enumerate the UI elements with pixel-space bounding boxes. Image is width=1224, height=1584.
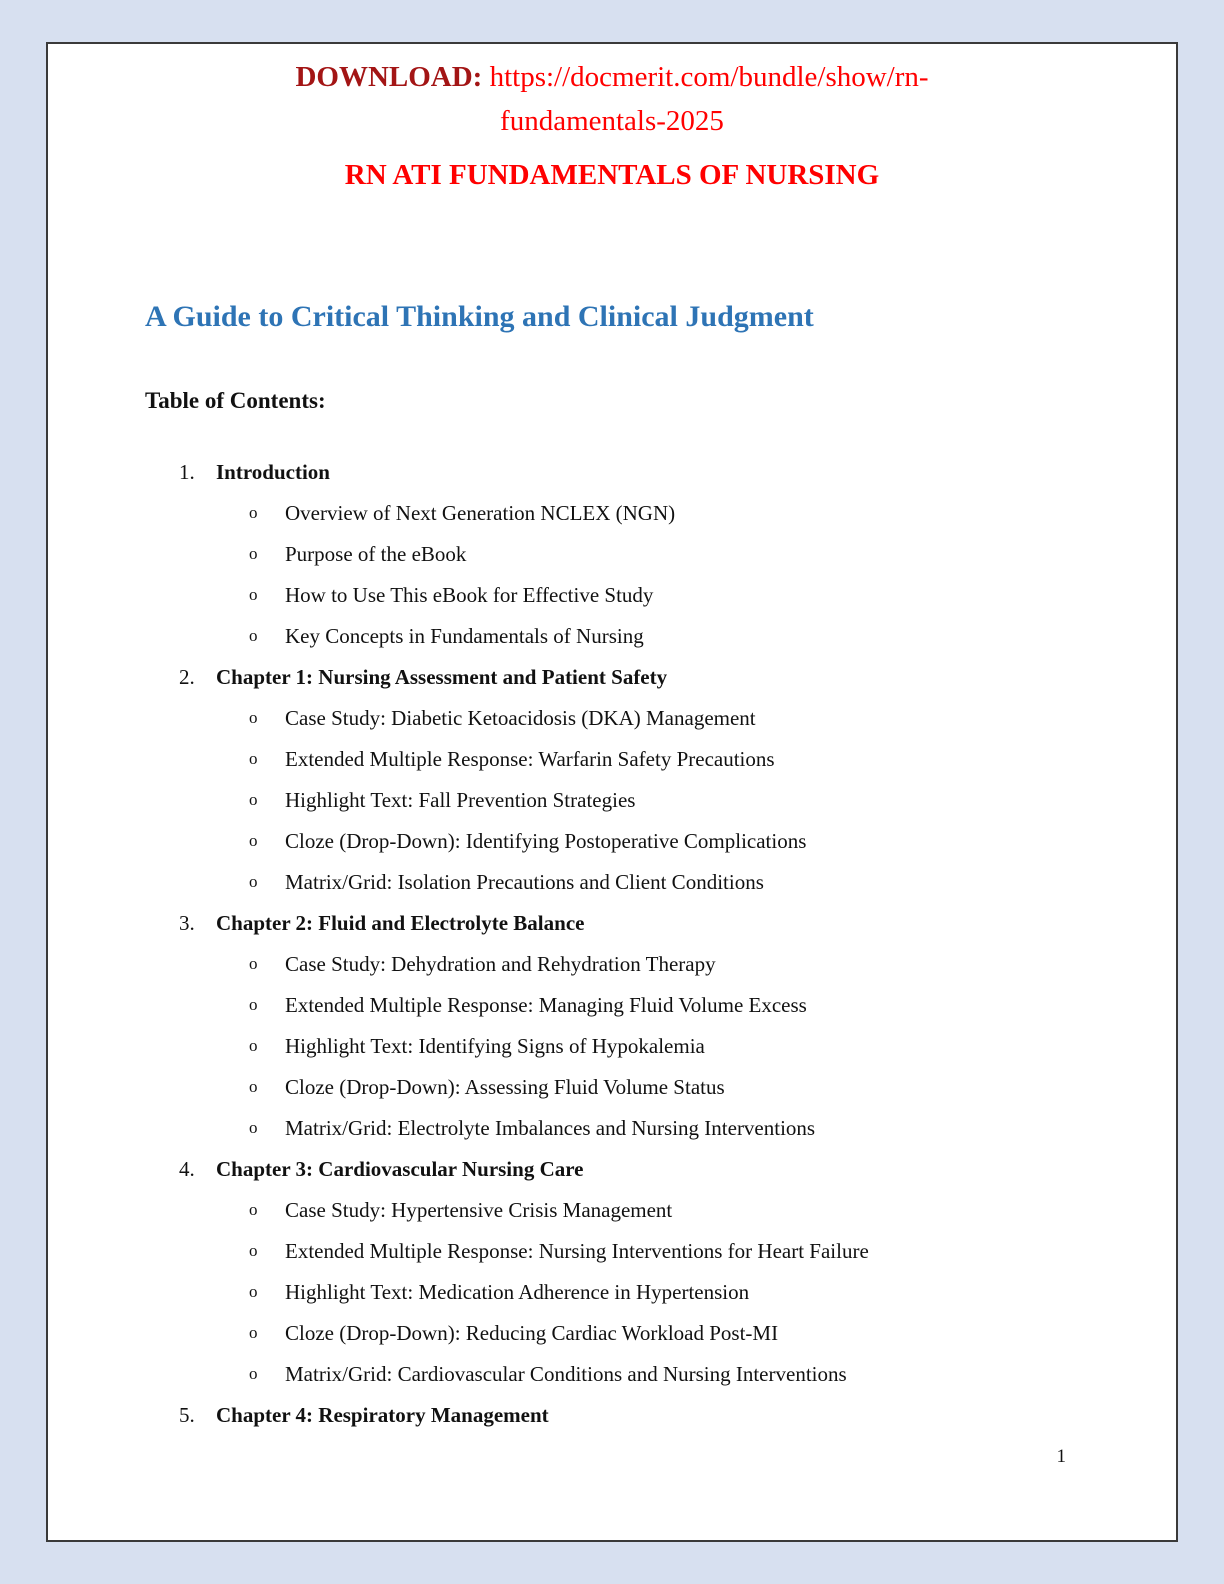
toc-section-title: Chapter 1: Nursing Assessment and Patient Safety: [216, 665, 668, 689]
download-link[interactable]: [490, 61, 929, 137]
document-title: RN ATI FUNDAMENTALS OF NURSING: [344, 159, 880, 191]
page: [46, 42, 1178, 1542]
toc-item: [249, 1239, 1079, 1263]
toc-item: [249, 542, 1079, 566]
toc-item: [249, 583, 1079, 607]
toc-section-4: [179, 1157, 1079, 1181]
bullet-marker: o: [249, 585, 258, 604]
toc-section-title: Chapter 2: Fluid and Electrolyte Balance: [216, 911, 585, 935]
toc-section-number: 4.: [179, 1157, 195, 1181]
toc-item: [249, 993, 1079, 1017]
bullet-marker: o: [249, 544, 258, 563]
bullet-marker: o: [249, 1364, 258, 1383]
bullet-marker: o: [249, 1077, 258, 1096]
toc-item-label: Highlight Text: Medication Adherence in Hypertension: [285, 1280, 750, 1304]
toc-item-label: Overview of Next Generation NCLEX (NGN): [285, 501, 676, 525]
bullet-marker: o: [249, 790, 258, 809]
toc-item-label: Matrix/Grid: Isolation Precautions and Client Conditions: [285, 870, 764, 894]
bullet-marker: o: [249, 872, 258, 891]
toc-item-label: Extended Multiple Response: Nursing Interventions for Heart Failure: [285, 1239, 869, 1263]
toc-item: [249, 624, 1079, 648]
download-url-line1: https://docmerit.com/bundle/show/rn-: [489, 61, 929, 93]
bullet-marker: o: [249, 1036, 258, 1055]
toc-section-number: 3.: [179, 911, 195, 935]
toc-item: [249, 747, 1079, 771]
toc-item-label: Extended Multiple Response: Warfarin Safety Precautions: [285, 747, 775, 771]
toc-item-label: Highlight Text: Identifying Signs of Hypokalemia: [285, 1034, 705, 1058]
bullet-marker: o: [249, 749, 258, 768]
bullet-marker: o: [249, 1241, 258, 1260]
toc-section-title: Chapter 4: Respiratory Management: [216, 1403, 549, 1427]
toc-item: [249, 1198, 1079, 1222]
toc-item: [249, 1116, 1079, 1140]
bullet-marker: o: [249, 954, 258, 973]
bullet-marker: o: [249, 1282, 258, 1301]
toc-item-label: Key Concepts in Fundamentals of Nursing: [285, 624, 644, 648]
download-url-line2: fundamentals-2025: [500, 105, 724, 137]
toc-item-label: How to Use This eBook for Effective Study: [285, 583, 654, 607]
guide-subtitle: A Guide to Critical Thinking and Clinical Judgment: [145, 300, 814, 333]
download-banner: [145, 55, 1079, 143]
toc-item-label: Case Study: Diabetic Ketoacidosis (DKA) Management: [285, 706, 756, 730]
toc-item: [249, 706, 1079, 730]
toc-item: [249, 788, 1079, 812]
page-number: 1: [1056, 1446, 1066, 1467]
bullet-marker: o: [249, 1323, 258, 1342]
toc-item: [249, 1034, 1079, 1058]
bullet-marker: o: [249, 503, 258, 522]
toc-item: [249, 501, 1079, 525]
toc-item: [249, 870, 1079, 894]
toc-section-number: 5.: [179, 1403, 195, 1427]
bullet-marker: o: [249, 1118, 258, 1137]
toc-item-label: Cloze (Drop-Down): Reducing Cardiac Workload Post-MI: [285, 1321, 779, 1345]
download-separator: :: [472, 61, 490, 93]
toc-item-label: Purpose of the eBook: [285, 542, 467, 566]
toc-item-label: Extended Multiple Response: Managing Fluid Volume Excess: [285, 993, 807, 1017]
toc-item: [249, 829, 1079, 853]
toc-list: [145, 460, 1079, 1427]
toc-item-label: Case Study: Dehydration and Rehydration Therapy: [285, 952, 716, 976]
toc-section-title: Introduction: [216, 460, 330, 484]
toc-item-label: Matrix/Grid: Cardiovascular Conditions and Nursing Interventions: [285, 1362, 847, 1386]
toc-section-2: [179, 665, 1079, 689]
toc-section-3: [179, 911, 1079, 935]
toc-item-label: Highlight Text: Fall Prevention Strategies: [285, 788, 636, 812]
download-label: DOWNLOAD: [295, 61, 473, 93]
toc-item: [249, 1362, 1079, 1386]
toc-section-5: [179, 1403, 1079, 1427]
toc-section-title: Chapter 3: Cardiovascular Nursing Care: [216, 1157, 584, 1181]
toc-section-1: [179, 460, 1079, 484]
toc-section-number: 2.: [179, 665, 195, 689]
bullet-marker: o: [249, 995, 258, 1014]
toc-item-label: Matrix/Grid: Electrolyte Imbalances and Nursing Interventions: [285, 1116, 816, 1140]
toc-heading: Table of Contents:: [145, 388, 326, 413]
toc-item: [249, 952, 1079, 976]
bullet-marker: o: [249, 831, 258, 850]
toc-item: [249, 1321, 1079, 1345]
toc-item: [249, 1280, 1079, 1304]
toc-item-label: Cloze (Drop-Down): Assessing Fluid Volume Status: [285, 1075, 725, 1099]
toc-item-label: Cloze (Drop-Down): Identifying Postoperative Complications: [285, 829, 807, 853]
toc-section-number: 1.: [179, 460, 195, 484]
bullet-marker: o: [249, 1200, 258, 1219]
bullet-marker: o: [249, 708, 258, 727]
toc-item-label: Case Study: Hypertensive Crisis Management: [285, 1198, 673, 1222]
bullet-marker: o: [249, 626, 258, 645]
toc-item: [249, 1075, 1079, 1099]
